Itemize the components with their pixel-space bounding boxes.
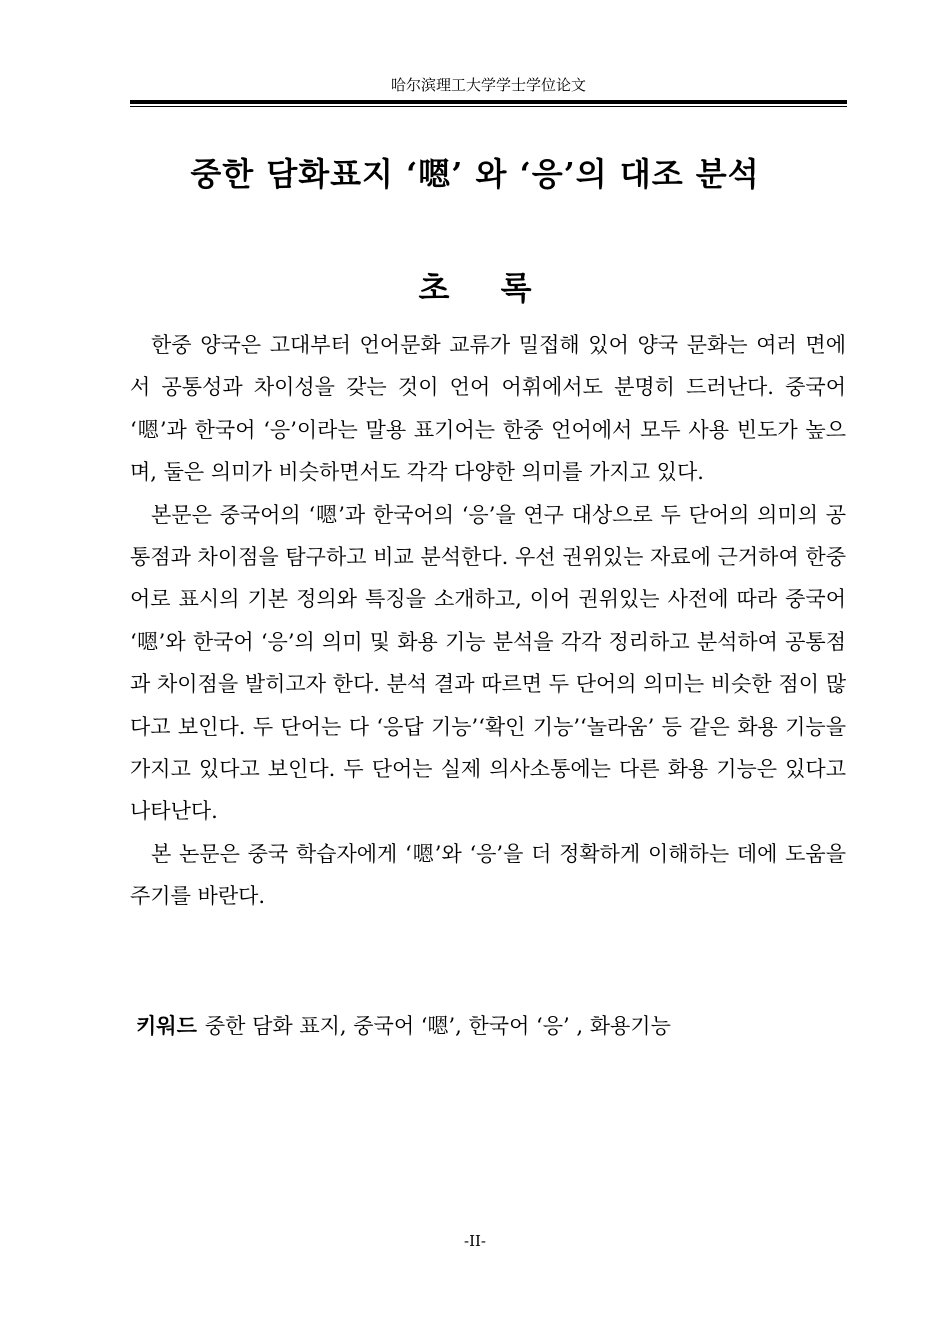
page-number: -II- xyxy=(464,1232,486,1250)
abstract-paragraph: 본 논문은 중국 학습자에게 ‘嗯’와 ‘응’을 더 정확하게 이해하는 데에 도움을 주기를 바란다. xyxy=(130,841,846,909)
header-rule-thick xyxy=(130,100,847,104)
keywords-label: 키워드 xyxy=(136,1014,197,1038)
abstract-paragraph: 본문은 중국어의 ‘嗯’과 한국어의 ‘응’을 연구 대상으로 두 단어의 의미의 공통점과 차이점을 탐구하고 비교 분석한다. 우선 권위있는 자료에 근거하여 한중어로 표시의 기본 정의와 특징을 소개하고, 이어 권위있는 사전에 따라 중국어 ‘嗯’와 한국어 ‘응’의 의미 및 화용 기능 분석을 각각 정리하고 분석하여 공통점과 차이점을 발히고자 한다. 분석 결과 따르면 두 단어의 의미는 비슷한 점이 많다고 보인다. 두 단어는 다 ‘응답 기능’‘확인 기능’‘놀라움’ 등 같은 화용 기능을 가지고 있다고 보인다. 두 단어는 실제 의사소통에는 다른 화용 기능은 있다고 나타난다. xyxy=(130,502,846,824)
abstract-body xyxy=(130,324,846,918)
paper-title: 중한 담화표지 ‘嗯’ 와 ‘응’의 대조 분석 xyxy=(190,155,760,193)
abstract-paragraph: 한중 양국은 고대부터 언어문화 교류가 밀접해 있어 양국 문화는 여러 면에서 공통성과 차이성을 갖는 것이 언어 어휘에서도 분명히 드러난다. 중국어 ‘嗯’과 한국어 ‘응’이라는 말용 표기어는 한중 언어에서 모두 사용 빈도가 높으며, 둘은 의미가 비슷하면서도 각각 다양한 의미를 가지고 있다. xyxy=(130,333,846,485)
header-rule-thin xyxy=(130,106,847,107)
abstract-heading: 초 록 xyxy=(418,269,552,307)
keywords-line xyxy=(136,1008,848,1044)
running-header: 哈尔滨理工大学学士学位论文 xyxy=(390,76,586,94)
keywords-text: 중한 담화 표지, 중국어 ‘嗯’, 한국어 ‘응’ , 화용기능 xyxy=(204,1014,671,1038)
